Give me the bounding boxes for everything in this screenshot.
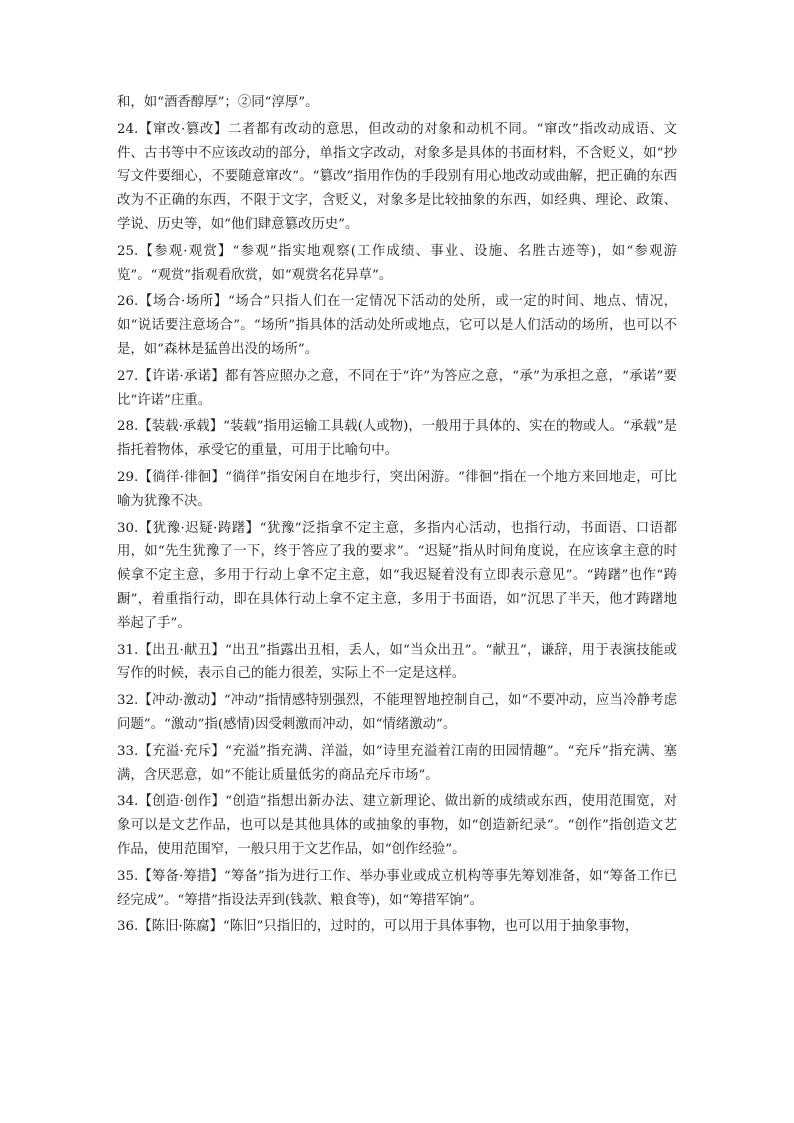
text-paragraph: 28.【装载·承载】“装载”指用运输工具载(人或物)，一般用于具体的、实在的物或人。“承载”是指托着物体，承受它的重量，可用于比喻句中。 (117, 419, 677, 459)
text-paragraph: 24.【窜改·篡改】二者都有改动的意思，但改动的对象和动机不同。“窜改”指改动成语、文件、古书等中不应该改动的部分，单指文字改动，对象多是具体的书面材料，不含贬义，如“抄写文件要细心，不要随意窜改”。“篡改”指用作伪的手段别有用心地改动或曲解，把正确的东西改为不正确的东西，不限于文字，含贬义，对象多是比较抽象的东西，如经典、理论、政策、学说、历史等，如“他们肆意篡改历史”。 (117, 121, 677, 232)
text-paragraph: 31.【出丑·献丑】“出丑”指露出丑相，丢人，如“当众出丑”。“献丑”，谦辞，用于表演技能或写作的时候，表示自己的能力很差，实际上不一定是这样。 (117, 642, 677, 682)
text-paragraph: 25.【参观·观赏】“参观”指实地观察(工作成绩、事业、设施、名胜古迹等)，如“参观游览”。“观赏”指观看欣赏，如“观赏名花异草”。 (117, 243, 677, 283)
text-paragraph: 36.【陈旧·陈腐】“陈旧”只指旧的，过时的，可以用于具体事物，也可以用于抽象事物， (117, 919, 639, 935)
text-paragraph: 29.【徜徉·徘徊】“徜徉”指安闲自在地步行，突出闲游。“徘徊”指在一个地方来回地走，可比喻为犹豫不决。 (117, 469, 677, 509)
text-paragraph: 34.【创造·创作】“创造”指想出新办法、建立新理论、做出新的成绩或东西，使用范围宽，对象可以是文艺作品，也可以是其他具体的或抽象的事物，如“创造新纪录”。“创作”指创造文艺作品，使用范围窄，一般只用于文艺作品，如“创作经验”。 (117, 794, 677, 857)
text-paragraph: 33.【充溢·充斥】“充溢”指充满、洋溢，如“诗里充溢着江南的田园情趣”。“充斥”指充满、塞满，含厌恶意，如“不能让质量低劣的商品充斥市场”。 (117, 743, 677, 783)
text-paragraph: 32.【冲动·激动】“冲动”指情感特别强烈，不能理智地控制自己，如“不要冲动，应当冷静考虑问题”。“激动”指(感情)因受刺激而冲动，如“情绪激动”。 (117, 693, 677, 732)
text-paragraph: 27.【许诺·承诺】都有答应照办之意，不同在于“许”为答应之意，“承”为承担之意，“承诺”要比“许诺”庄重。 (117, 368, 677, 408)
text-paragraph: 35.【筹备·筹措】“筹备”指为进行工作、举办事业或成立机构等事先筹划准备，如“筹备工作已经完成”。“筹措”指设法弄到(钱款、粮食等)，如“筹措军饷”。 (117, 868, 677, 908)
text-paragraph: 30.【犹豫·迟疑·踌躇】“犹豫”泛指拿不定主意，多指内心活动，也指行动，书面语、口语都用，如“先生犹豫了一下，终于答应了我的要求”。“迟疑”指从时间角度说，在应该拿主意的时候拿不定主意，多用于行动上拿不定主意，如“我迟疑着没有立即表示意见”。“踌躇”也作“踌蹰”，着重指行动，即在具体行动上拿不定主意，多用于书面语，如“沉思了半天，他才踌躇地举起了手”。 (117, 520, 677, 631)
document-page (117, 91, 677, 939)
text-paragraph: 26.【场合·场所】“场合”只指人们在一定情况下活动的处所，或一定的时间、地点、情况，如“说话要注意场合”。“场所”指具体的活动处所或地点，它可以是人们活动的场所，也可以不是，如“森林是猛兽出没的场所”。 (117, 294, 677, 357)
text-paragraph: 和，如“酒香醇厚”；②同“淳厚”。 (117, 95, 319, 110)
